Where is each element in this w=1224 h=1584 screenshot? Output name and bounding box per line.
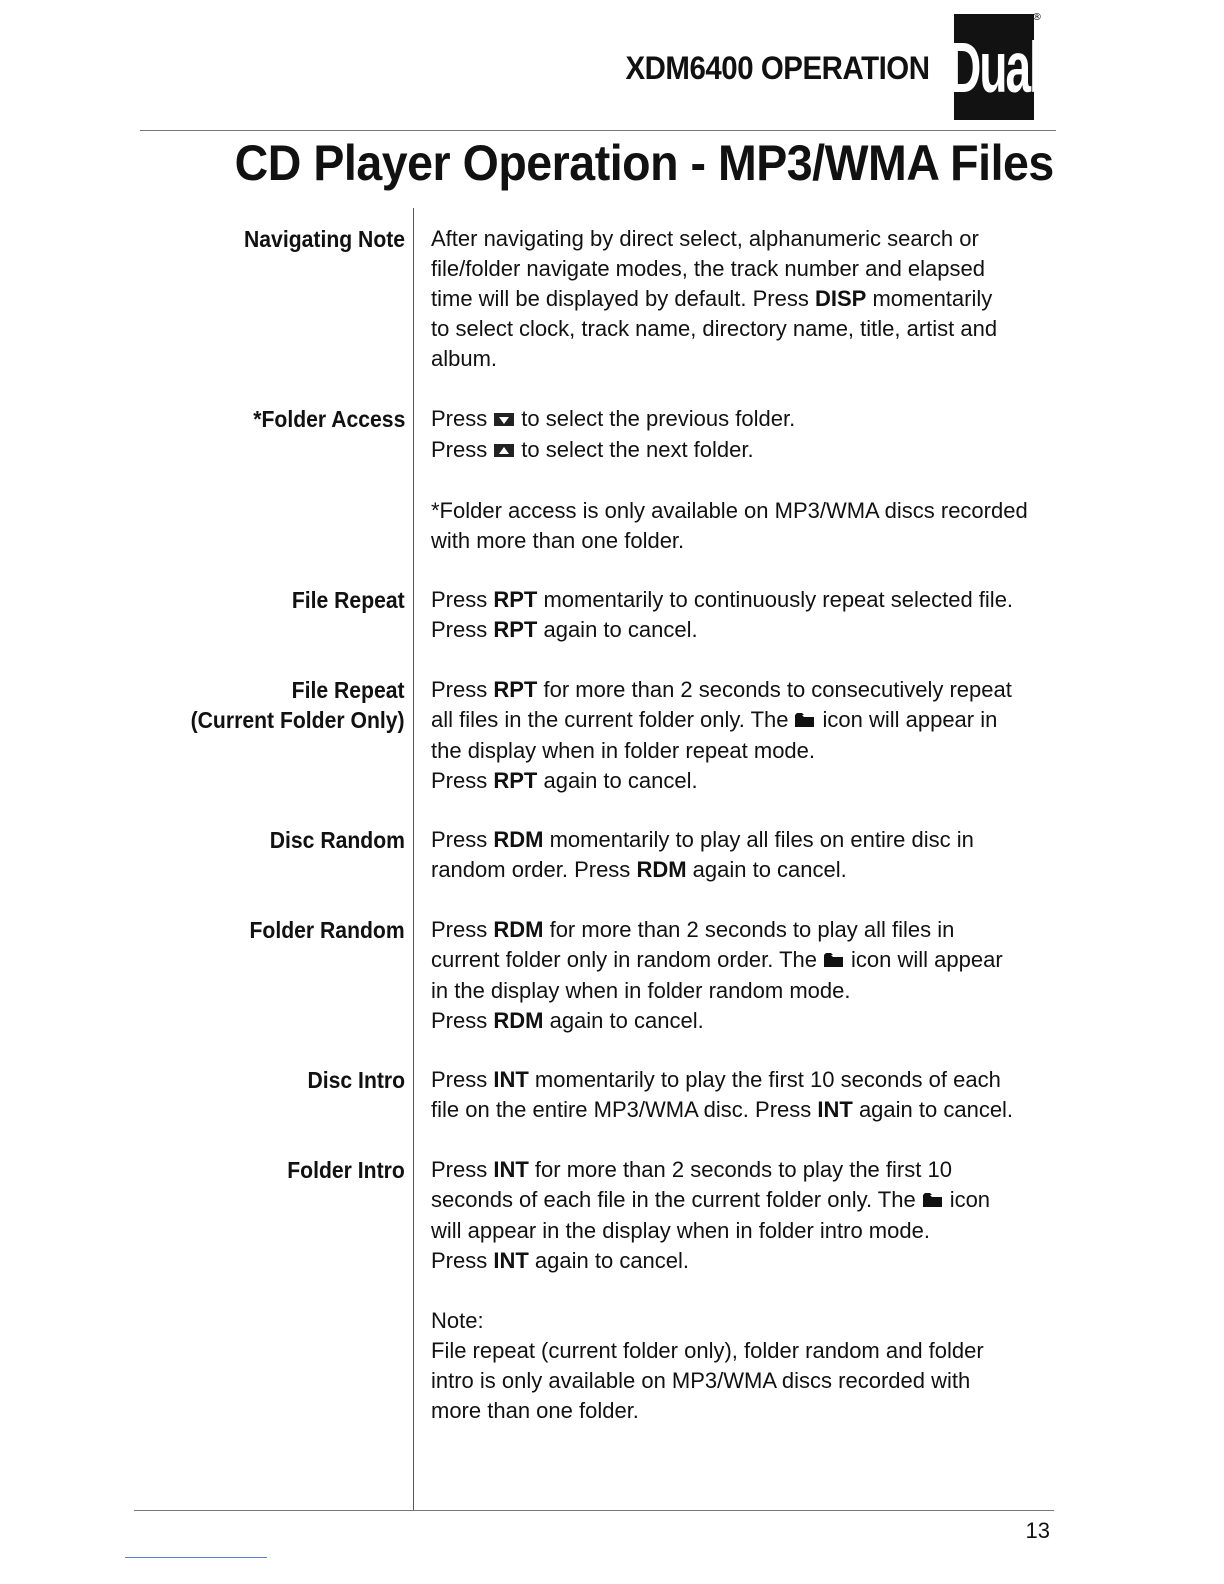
bottom-rule: [134, 1510, 1054, 1511]
text-line: Press RDM momentarily to play all files on entire disc in: [431, 827, 974, 852]
row-label-folder-access: *Folder Access: [252, 406, 405, 432]
text-line: random order. Press RDM again to cancel.: [431, 857, 847, 882]
button-keyword: RPT: [493, 768, 538, 794]
page-header: [0, 14, 1224, 134]
text-line: After navigating by direct select, alphanumeric search or: [431, 226, 979, 251]
text-line: album.: [431, 346, 498, 371]
text-line: current folder only in random order. The icon will appear: [431, 945, 1071, 976]
button-keyword: INT: [817, 1097, 853, 1122]
row-label-disc-random: Disc Random: [269, 827, 405, 853]
folder-icon: [794, 706, 816, 736]
column-divider: [413, 208, 414, 1510]
text-line: file/folder navigate modes, the track number and elapsed: [431, 256, 985, 281]
button-keyword: RPT: [493, 677, 538, 702]
button-keyword: INT: [493, 1248, 529, 1274]
button-keyword: INT: [493, 1157, 529, 1182]
text-line: Press RDM again to cancel.: [431, 1008, 704, 1034]
row-text-folder-intro: [431, 1155, 1071, 1426]
button-keyword: RDM: [493, 827, 544, 852]
text-line: Press RPT again to cancel.: [431, 617, 698, 642]
folder-icon: [922, 1186, 944, 1216]
text-line: in the display when in folder random mode.: [431, 978, 851, 1004]
row-text-disc-random: [431, 825, 1071, 885]
page-number: 13: [1025, 1518, 1050, 1543]
text-line: Press RPT for more than 2 seconds to consecutively repeat: [431, 677, 1012, 702]
text-line: File repeat (current folder only), folder random and folder: [431, 1338, 984, 1364]
button-keyword: RPT: [493, 587, 538, 612]
dual-logo: [948, 14, 1040, 120]
text-line: will appear in the display when in folder intro mode.: [431, 1218, 930, 1244]
text-line: the display when in folder repeat mode.: [431, 738, 816, 764]
row-label-disc-intro: Disc Intro: [307, 1067, 405, 1093]
text-line: Press RPT momentarily to continuously repeat selected file.: [431, 587, 1014, 612]
row-text-navigating-note: [431, 224, 1071, 374]
row-label-navigating-note: Navigating Note: [243, 226, 405, 252]
text-line: Press to select the next folder.: [431, 435, 1071, 466]
folder-down-icon: [493, 405, 515, 435]
logo-text: Dual: [948, 26, 1040, 108]
button-keyword: RDM: [493, 1008, 544, 1034]
text-line: *Folder access is only available on MP3/WMA discs recorded: [431, 498, 1028, 524]
top-rule: [140, 130, 1056, 131]
text-line: Press to select the previous folder.: [431, 404, 1071, 435]
button-keyword: INT: [493, 1067, 529, 1092]
row-label-folder-random: Folder Random: [249, 917, 405, 943]
text-line: with more than one folder.: [431, 528, 685, 554]
row-label-folder-intro: Folder Intro: [287, 1157, 405, 1183]
text-line: Press INT momentarily to play the first 10 seconds of each: [431, 1067, 1001, 1092]
row-label-file-repeat-folder: File Repeat (Current Folder Only): [191, 677, 405, 733]
row-text-folder-random: [431, 915, 1071, 1036]
text-line: Press INT for more than 2 seconds to play the first 10: [431, 1157, 952, 1182]
link-underline: [125, 1557, 267, 1558]
folder-icon: [823, 946, 845, 976]
row-text-file-repeat-folder: [431, 675, 1071, 796]
text-line: more than one folder.: [431, 1398, 639, 1424]
text-line: seconds of each file in the current folder only. The icon: [431, 1185, 1071, 1216]
row-text-folder-access: [431, 404, 1071, 556]
text-line: file on the entire MP3/WMA disc. Press INT again to cancel.: [431, 1097, 1014, 1122]
folder-up-icon: [493, 436, 515, 466]
model-title: XDM6400 OPERATION: [625, 50, 930, 86]
registered-mark: ®: [1032, 12, 1042, 23]
row-text-disc-intro: [431, 1065, 1071, 1125]
text-line: to select clock, track name, directory name, title, artist and: [431, 316, 998, 341]
button-keyword: RDM: [493, 917, 544, 942]
text-line: intro is only available on MP3/WMA discs recorded with: [431, 1368, 971, 1394]
text-line: Press RDM for more than 2 seconds to play all files in: [431, 917, 955, 942]
text-line: all files in the current folder only. The icon will appear in: [431, 705, 1071, 736]
page-title: CD Player Operation - MP3/WMA Files: [234, 135, 1054, 191]
text-line: Note:: [431, 1308, 484, 1334]
button-keyword: RPT: [493, 617, 538, 642]
text-line: time will be displayed by default. Press DISP momentarily: [431, 286, 993, 311]
row-label-file-repeat: File Repeat: [292, 587, 405, 613]
button-keyword: DISP: [814, 286, 867, 311]
text-line: [431, 466, 1071, 496]
button-keyword: RDM: [636, 857, 687, 882]
text-line: Press RPT again to cancel.: [431, 768, 698, 794]
text-line: [431, 1276, 1071, 1306]
text-line: Press INT again to cancel.: [431, 1248, 690, 1274]
row-text-file-repeat: [431, 585, 1071, 645]
